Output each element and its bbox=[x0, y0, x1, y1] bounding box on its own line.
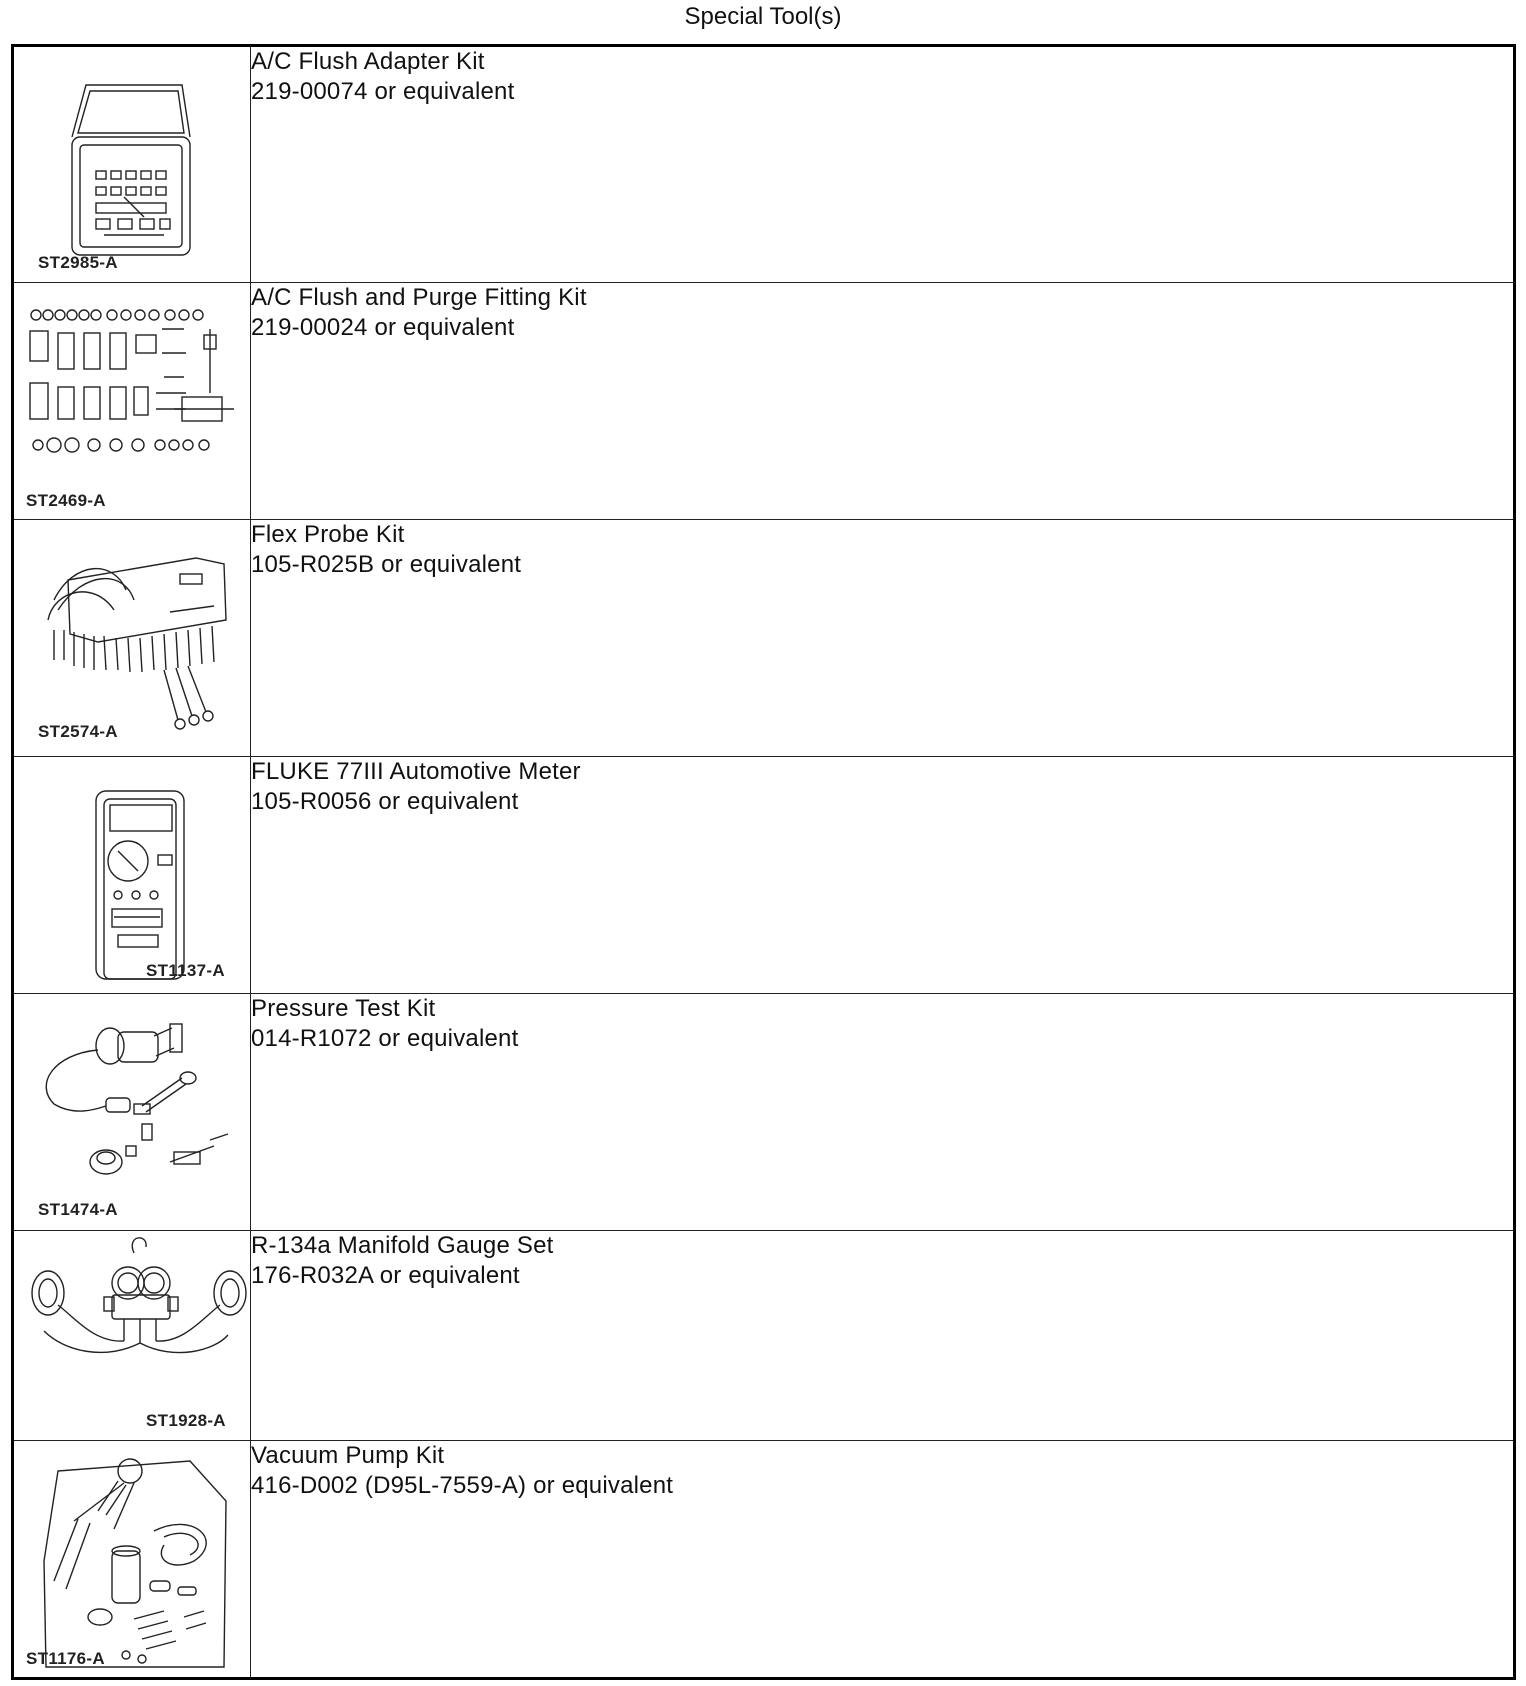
tool-text-cell bbox=[251, 1231, 1515, 1441]
tool-part-number: 219-00074 or equivalent bbox=[251, 78, 515, 105]
figure-label: ST2469-A bbox=[26, 491, 106, 510]
tool-part-number: 105-R025B or equivalent bbox=[251, 551, 522, 578]
tool-text-cell bbox=[251, 757, 1515, 994]
figure-label: ST2985-A bbox=[38, 253, 118, 272]
table-row bbox=[13, 994, 1515, 1231]
table-row bbox=[13, 757, 1515, 994]
tool-illustration-cell bbox=[13, 46, 251, 283]
tool-text-cell bbox=[251, 283, 1515, 520]
table-row bbox=[13, 520, 1515, 757]
table-row bbox=[13, 46, 1515, 283]
table-row bbox=[13, 1441, 1515, 1679]
multimeter-icon bbox=[14, 757, 250, 994]
tool-name: R-134a Manifold Gauge Set bbox=[251, 1232, 554, 1259]
tool-part-number: 219-00024 or equivalent bbox=[251, 314, 515, 341]
tool-part-number: 105-R0056 or equivalent bbox=[251, 788, 519, 815]
tool-text-cell bbox=[251, 1441, 1515, 1679]
tool-text-cell bbox=[251, 994, 1515, 1231]
vacuum-pump-icon bbox=[14, 1441, 250, 1679]
tool-text-cell bbox=[251, 46, 1515, 283]
special-tools-table bbox=[11, 44, 1516, 1680]
tool-name: Pressure Test Kit bbox=[251, 995, 436, 1022]
table-row bbox=[13, 283, 1515, 520]
table-row bbox=[13, 1231, 1515, 1441]
figure-label: ST1137-A bbox=[146, 961, 225, 980]
manifold-gauge-icon bbox=[14, 1231, 250, 1441]
figure-label: ST1928-A bbox=[146, 1411, 226, 1430]
figure-label: ST1474-A bbox=[38, 1200, 118, 1219]
tool-name: A/C Flush and Purge Fitting Kit bbox=[251, 284, 587, 311]
fitting-kit-icon bbox=[14, 283, 250, 520]
tool-name: A/C Flush Adapter Kit bbox=[251, 48, 485, 75]
tool-name: Vacuum Pump Kit bbox=[251, 1442, 445, 1469]
figure-label: ST1176-A bbox=[26, 1649, 105, 1668]
tool-illustration-cell bbox=[13, 520, 251, 757]
tool-name: Flex Probe Kit bbox=[251, 521, 405, 548]
tool-illustration-cell bbox=[13, 1441, 251, 1679]
pressure-test-kit-icon bbox=[14, 994, 250, 1231]
tool-case-icon bbox=[14, 47, 250, 284]
tool-name: FLUKE 77III Automotive Meter bbox=[251, 758, 581, 785]
tool-part-number: 416-D002 (D95L-7559-A) or equivalent bbox=[251, 1472, 674, 1499]
tool-part-number: 014-R1072 or equivalent bbox=[251, 1025, 519, 1052]
page-title: Special Tool(s) bbox=[684, 3, 842, 30]
figure-label: ST2574-A bbox=[38, 722, 118, 741]
tool-illustration-cell bbox=[13, 994, 251, 1231]
tool-text-cell bbox=[251, 520, 1515, 757]
tool-illustration-cell bbox=[13, 757, 251, 994]
tool-illustration-cell bbox=[13, 1231, 251, 1441]
tool-illustration-cell bbox=[13, 283, 251, 520]
tool-part-number: 176-R032A or equivalent bbox=[251, 1262, 520, 1289]
